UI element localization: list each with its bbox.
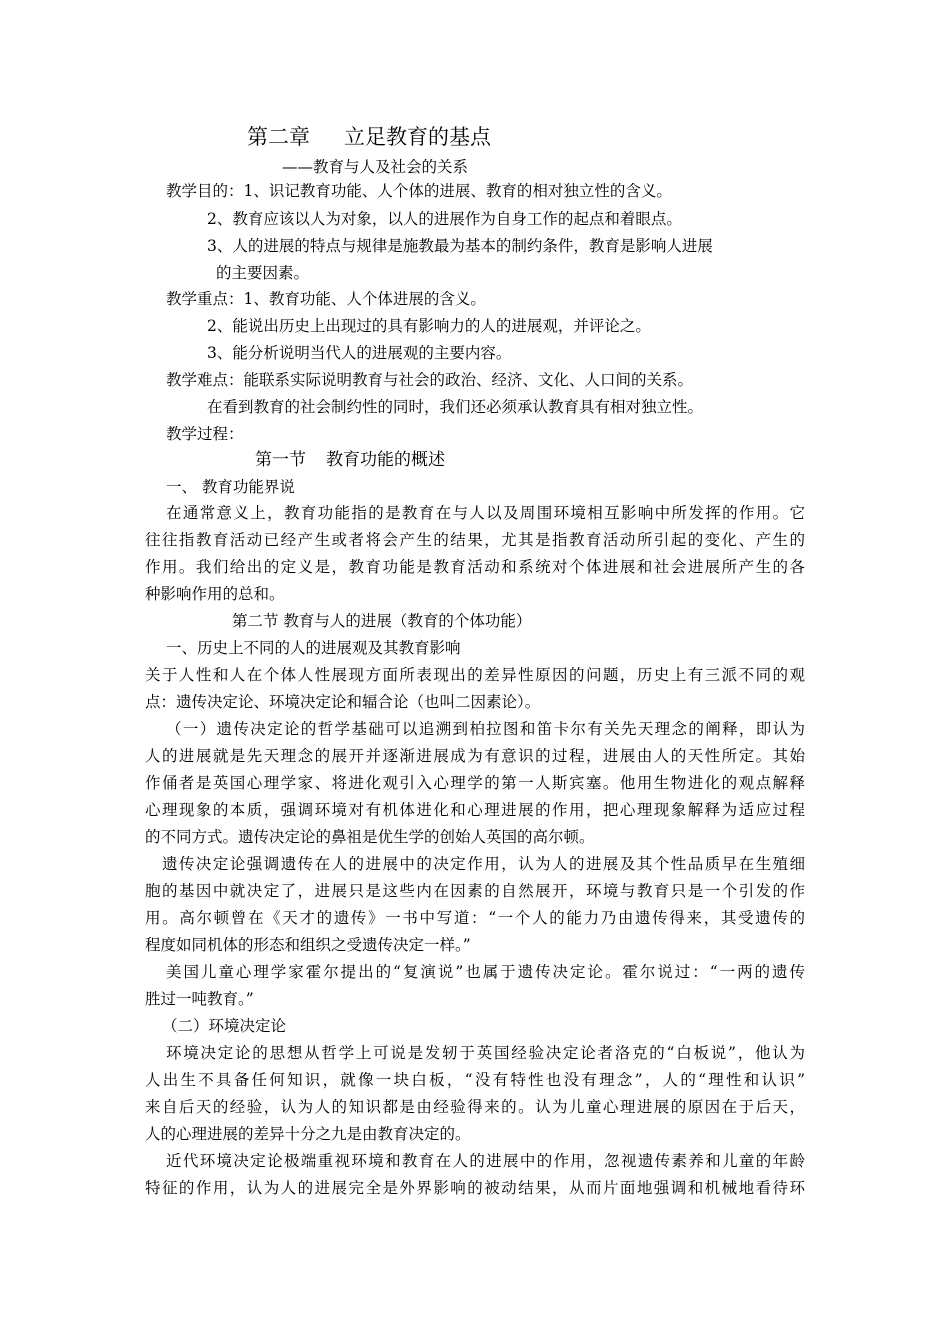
chapter-subtitle: ——教育与人及社会的关系 <box>282 158 469 176</box>
focus-item-1: 教学重点：1、教育功能、人个体进展的含义。 <box>166 290 486 308</box>
goals-item-3a: 3、人的进展的特点与规律是施教最为基本的制约条件，教育是影响人进展 <box>207 237 713 255</box>
section2-sub2: （二）环境决定论 <box>162 1017 287 1035</box>
section2-p2-line: 作俑者是英国心理学家、将进化观引入心理学的第一人斯宾塞。他用生物进化的观点解释 <box>145 774 805 792</box>
goals-item-3b: 的主要因素。 <box>216 264 310 282</box>
focus-item-3: 3、能分析说明当代人的进展观的主要内容。 <box>207 344 512 362</box>
section2-p6-line: 近代环境决定论极端重视环境和教育在人的进展中的作用，忽视遗传素养和儿童的年龄 <box>166 1152 805 1170</box>
difficulty-item-2: 在看到教育的社会制约性的同时，我们还必须承认教育具有相对独立性。 <box>207 398 704 416</box>
section2-p2-line: 的不同方式。遗传决定论的鼻祖是优生学的创始人英国的高尔顿。 <box>145 828 595 846</box>
section2-p1-line: 关于人性和人在个体人性展现方面所表现出的差异性原因的问题，历史上有三派不同的观 <box>145 666 805 684</box>
section2-p1-line: 点：遗传决定论、环境决定论和辐合论（也叫二因素论）。 <box>145 693 541 711</box>
section1-title: 教育功能的概述 <box>326 450 445 470</box>
section2-p5-line: 人的心理进展的差异十分之九是由教育决定的。 <box>145 1125 471 1143</box>
section2-p4-line: 胜过一吨教育。” <box>145 990 254 1008</box>
section1-number: 第一节 <box>255 450 306 470</box>
section2-p6-line: 特征的作用，认为人的进展完全是外界影响的被动结果，从而片面地强调和机械地看待环 <box>145 1179 805 1197</box>
section2-heading: 第二节 教育与人的进展（教育的个体功能） <box>232 612 532 630</box>
section1-sub1: 一、 教育功能界说 <box>166 478 295 496</box>
chapter-heading <box>247 124 491 150</box>
section2-p5-line: 环境决定论的思想从哲学上可说是发轫于英国经验决定论者洛克的“白板说”，他认为 <box>166 1044 805 1062</box>
section2-p5-line: 来自后天的经验，认为人的知识都是由经验得来的。认为儿童心理进展的原因在于后天， <box>145 1098 805 1116</box>
section2-p3-line: 用。高尔顿曾在《天才的遗传》一书中写道：“一个人的能力乃由遗传得来，其受遗传的 <box>145 909 805 927</box>
chapter-number: 第二章 <box>247 125 310 149</box>
goals-item-2: 2、教育应该以人为对象，以人的进展作为自身工作的起点和着眼点。 <box>207 210 682 228</box>
section2-p3-line: 程度如同机体的形态和组织之受遗传决定一样。” <box>145 936 471 954</box>
section1-p1-line: 往往指教育活动已经产生或者将会产生的结果，尤其是指教育活动所引起的变化、产生的 <box>145 531 805 549</box>
goals-item-1: 教学目的：1、识记教育功能、人个体的进展、教育的相对独立性的含义。 <box>166 182 672 200</box>
section1-heading <box>255 449 445 471</box>
section1-p1-line: 作用。我们给出的定义是，教育功能是教育活动和系统对个体进展和社会进展所产生的各 <box>145 558 805 576</box>
focus-item-2: 2、能说出历史上出现过的具有影响力的人的进展观，并评论之。 <box>207 317 651 335</box>
difficulty-item-1: 教学难点：能联系实际说明教育与社会的政治、经济、文化、人口间的关系。 <box>166 371 694 389</box>
section2-p4-line: 美国儿童心理学家霍尔提出的“复演说”也属于遗传决定论。霍尔说过：“一两的遗传 <box>166 963 805 981</box>
section1-p1-line: 在通常意义上，教育功能指的是教育在与人以及周围环境相互影响中所发挥的作用。它 <box>166 504 805 522</box>
section2-sub1: 一、历史上不同的人的进展观及其教育影响 <box>166 639 461 657</box>
process-label: 教学过程： <box>166 425 244 443</box>
section2-p3-line: 遗传决定论强调遗传在人的进展中的决定作用，认为人的进展及其个性品质早在生殖细 <box>162 855 805 873</box>
section2-p2-line: （一）遗传决定论的哲学基础可以追溯到柏拉图和笛卡尔有关先天理念的阐释，即认为 <box>166 720 805 738</box>
section2-p3-line: 胞的基因中就决定了，进展只是这些内在因素的自然展开，环境与教育只是一个引发的作 <box>145 882 805 900</box>
section1-p1-line: 种影响作用的总和。 <box>145 585 285 603</box>
chapter-title: 立足教育的基点 <box>344 125 491 149</box>
section2-p5-line: 人出生不具备任何知识，就像一块白板，“没有特性也没有理念”，人的“理性和认识” <box>145 1071 805 1089</box>
section2-p2-line: 心理现象的本质，强调环境对有机体进化和心理进展的作用，把心理现象解释为适应过程 <box>145 801 805 819</box>
section2-p2-line: 人的进展就是先天理念的展开并逐渐进展成为有意识的过程，进展由人的天性所定。其始 <box>145 747 805 765</box>
